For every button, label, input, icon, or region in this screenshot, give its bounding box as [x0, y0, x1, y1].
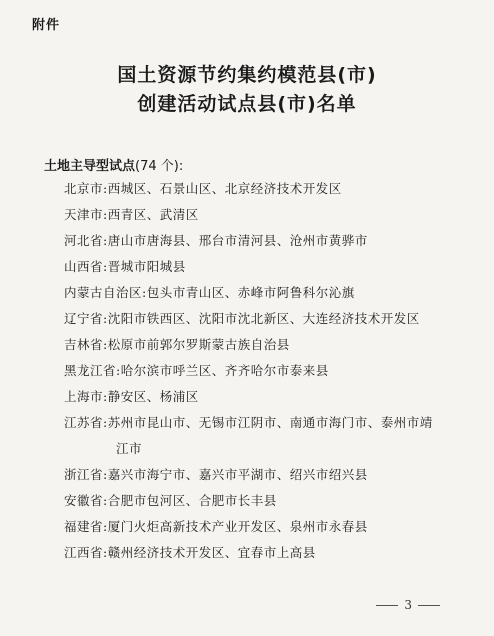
list-item: 北京市:西城区、石景山区、北京经济技术开发区 [64, 181, 342, 196]
document-title-line-2: 创建活动试点县(市)名单 [137, 93, 357, 115]
list-item: 江西省:赣州经济技术开发区、宜春市上高县 [64, 545, 316, 560]
pilot-list [64, 180, 484, 570]
attachment-label: 附件 [32, 18, 61, 33]
list-item: 吉林省:松原市前郭尔罗斯蒙古族自治县 [64, 337, 290, 352]
list-item: 河北省:唐山市唐海县、邢台市清河县、沧州市黄骅市 [64, 233, 368, 248]
list-item: 天津市:西青区、武清区 [64, 207, 199, 222]
section-label: 土地主导型试点 [44, 159, 136, 174]
section-count: (74 个): [135, 159, 184, 174]
document-title-line-1: 国土资源节约集约模范县(市) [117, 64, 377, 86]
list-item: 山西省:晋城市阳城县 [64, 259, 186, 274]
list-item: 黑龙江省:哈尔滨市呼兰区、齐齐哈尔市泰来县 [64, 363, 329, 378]
list-item-continuation: 江市 [116, 441, 143, 456]
list-item: 上海市:静安区、杨浦区 [64, 389, 199, 404]
list-item: 内蒙古自治区:包头市青山区、赤峰市阿鲁科尔沁旗 [64, 285, 355, 300]
footer-dash-right [418, 605, 440, 606]
page-footer [370, 598, 446, 612]
footer-dash-left [376, 605, 398, 606]
page-number: 3 [404, 598, 412, 612]
list-item: 辽宁省:沈阳市铁西区、沈阳市沈北新区、大连经济技术开发区 [64, 311, 420, 326]
list-item: 福建省:厦门火炬高新技术产业开发区、泉州市永春县 [64, 519, 368, 534]
list-item: 江苏省:苏州市昆山市、无锡市江阴市、南通市海门市、泰州市靖 [64, 415, 433, 430]
list-item: 浙江省:嘉兴市海宁市、嘉兴市平湖市、绍兴市绍兴县 [64, 467, 368, 482]
section-heading [44, 155, 183, 174]
list-item: 安徽省:合肥市包河区、合肥市长丰县 [64, 493, 277, 508]
